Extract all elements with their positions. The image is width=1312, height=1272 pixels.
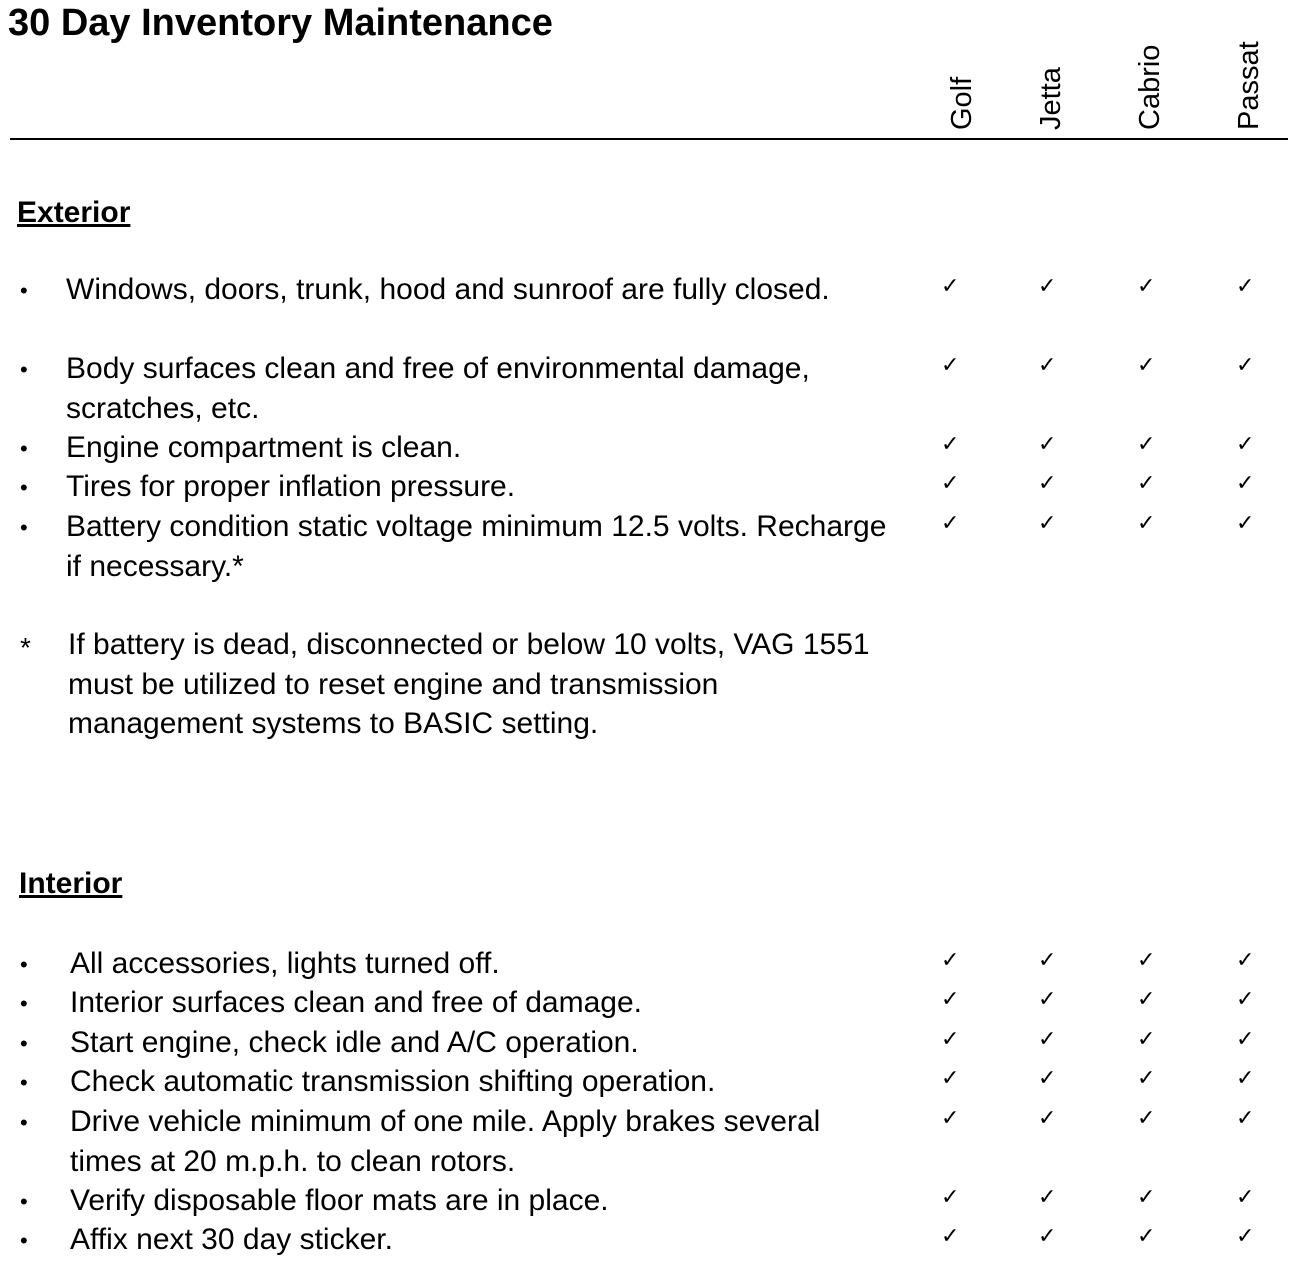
check-icon-golf: ✓ (941, 353, 960, 378)
check-icon-jetta: ✓ (1038, 511, 1057, 536)
check-icon-cabrio: ✓ (1137, 948, 1156, 973)
check-icon-passat: ✓ (1236, 1066, 1255, 1091)
exterior-heading: Exterior (17, 196, 131, 229)
bullet-icon: • (20, 952, 28, 977)
bullet-icon: • (20, 515, 28, 540)
interior-heading: Interior (19, 867, 123, 900)
check-icon-golf: ✓ (941, 987, 960, 1012)
check-icon-golf: ✓ (941, 1185, 960, 1210)
footnote-text: If battery is dead, disconnected or below 10 volts, VAG 1551 must be utilized to reset engine and transmission management systems to BASIC setting. (68, 628, 870, 741)
bullet-icon: • (20, 475, 28, 500)
check-icon-cabrio: ✓ (1137, 274, 1156, 299)
check-icon-cabrio: ✓ (1137, 1106, 1156, 1131)
check-icon-jetta: ✓ (1038, 1224, 1057, 1249)
check-icon-passat: ✓ (1236, 1224, 1255, 1249)
column-header-jetta: Jetta (1035, 67, 1067, 130)
exterior-item-text: Engine compartment is clean. (66, 431, 462, 464)
check-icon-cabrio: ✓ (1137, 511, 1156, 536)
check-icon-golf: ✓ (941, 1106, 960, 1131)
check-icon-passat: ✓ (1236, 1106, 1255, 1131)
interior-item-text: All accessories, lights turned off. (70, 947, 500, 980)
check-icon-cabrio: ✓ (1137, 1224, 1156, 1249)
exterior-item-text: Tires for proper inflation pressure. (66, 470, 516, 503)
check-icon-jetta: ✓ (1038, 432, 1057, 457)
footnote-mark: * (20, 632, 31, 663)
interior-item-text: Affix next 30 day sticker. (70, 1223, 393, 1256)
interior-item-text: Interior surfaces clean and free of damage. (70, 986, 642, 1019)
check-icon-jetta: ✓ (1038, 471, 1057, 496)
check-icon-jetta: ✓ (1038, 353, 1057, 378)
interior-item-text: Start engine, check idle and A/C operation. (70, 1026, 639, 1059)
bullet-icon: • (20, 436, 28, 461)
check-icon-passat: ✓ (1236, 1185, 1255, 1210)
check-icon-jetta: ✓ (1038, 1106, 1057, 1131)
check-icon-jetta: ✓ (1038, 1027, 1057, 1052)
check-icon-golf: ✓ (941, 1027, 960, 1052)
check-icon-golf: ✓ (941, 511, 960, 536)
check-icon-golf: ✓ (941, 948, 960, 973)
bullet-icon: • (20, 278, 28, 303)
check-icon-jetta: ✓ (1038, 274, 1057, 299)
check-icon-passat: ✓ (1236, 353, 1255, 378)
check-icon-golf: ✓ (941, 274, 960, 299)
check-icon-jetta: ✓ (1038, 1066, 1057, 1091)
bullet-icon: • (20, 1031, 28, 1056)
bullet-icon: • (20, 991, 28, 1016)
check-icon-cabrio: ✓ (1137, 471, 1156, 496)
bullet-icon: • (20, 1110, 28, 1135)
check-icon-cabrio: ✓ (1137, 353, 1156, 378)
bullet-icon: • (20, 1228, 28, 1253)
check-icon-golf: ✓ (941, 471, 960, 496)
check-icon-passat: ✓ (1236, 987, 1255, 1012)
header-divider (10, 138, 1288, 140)
check-icon-passat: ✓ (1236, 1027, 1255, 1052)
check-icon-jetta: ✓ (1038, 1185, 1057, 1210)
exterior-item-text: Battery condition static voltage minimum 12.5 volts. Recharge if necessary.* (66, 510, 887, 583)
bullet-icon: • (20, 357, 28, 382)
check-icon-golf: ✓ (941, 432, 960, 457)
check-icon-passat: ✓ (1236, 274, 1255, 299)
check-icon-cabrio: ✓ (1137, 1027, 1156, 1052)
page-title: 30 Day Inventory Maintenance (8, 2, 553, 44)
check-icon-passat: ✓ (1236, 948, 1255, 973)
check-icon-cabrio: ✓ (1137, 987, 1156, 1012)
check-icon-passat: ✓ (1236, 432, 1255, 457)
check-icon-passat: ✓ (1236, 471, 1255, 496)
check-icon-passat: ✓ (1236, 511, 1255, 536)
check-icon-golf: ✓ (941, 1066, 960, 1091)
exterior-item-text: Windows, doors, trunk, hood and sunroof are fully closed. (66, 273, 830, 306)
interior-item-text: Drive vehicle minimum of one mile. Apply brakes several times at 20 m.p.h. to clean rotors. (70, 1105, 821, 1178)
check-icon-cabrio: ✓ (1137, 1185, 1156, 1210)
check-icon-cabrio: ✓ (1137, 1066, 1156, 1091)
column-header-golf: Golf (946, 76, 978, 130)
interior-item-text: Verify disposable floor mats are in place. (70, 1184, 609, 1217)
interior-item-text: Check automatic transmission shifting operation. (70, 1065, 716, 1098)
check-icon-jetta: ✓ (1038, 987, 1057, 1012)
bullet-icon: • (20, 1189, 28, 1214)
column-header-passat: Passat (1233, 41, 1265, 130)
exterior-item-text: Body surfaces clean and free of environmental damage, scratches, etc. (66, 352, 810, 425)
check-icon-jetta: ✓ (1038, 948, 1057, 973)
check-icon-cabrio: ✓ (1137, 432, 1156, 457)
check-icon-golf: ✓ (941, 1224, 960, 1249)
bullet-icon: • (20, 1070, 28, 1095)
column-header-cabrio: Cabrio (1134, 44, 1166, 130)
